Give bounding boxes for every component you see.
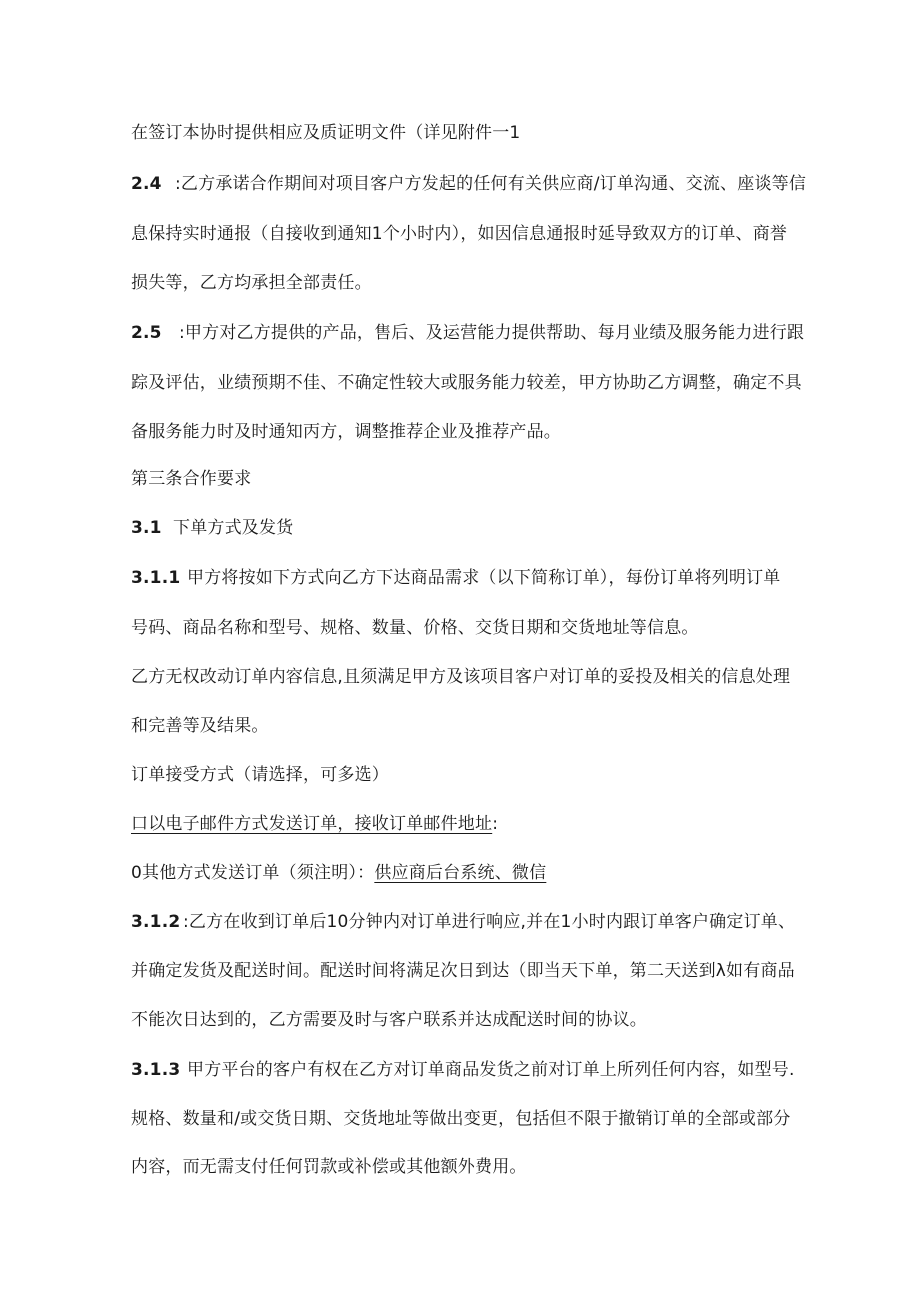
paragraph-line: 踪及评估，业绩预期不佳、不确定性较大或服务能力较差，甲方协助乙方调整，确定不具 (131, 373, 802, 393)
option-email-label: 口以电子邮件方式发送订单，接收订单邮件地址 (131, 814, 493, 834)
clause-number: 3.1.3 (131, 1060, 181, 1080)
clause-number: 3.1.1 (131, 568, 181, 588)
clause-number: 3.1 (131, 518, 162, 538)
clause-number: 3.1.2 (131, 912, 181, 932)
clause-text: :乙方承诺合作期间对项目客户方发起的任何有关供应商/订单沟通、交流、座谈等信 (175, 174, 807, 194)
clause-3-1-1 (131, 566, 781, 590)
clause-text: :甲方对乙方提供的产品，售后、及运营能力提供帮助、每月业绩及服务能力进行跟 (179, 323, 805, 343)
paragraph-line: 损失等，乙方均承担全部责任。 (131, 273, 372, 293)
paragraph-line: 号码、商品名称和型号、规格、数量、价格、交货日期和交货地址等信息。 (131, 618, 699, 638)
clause-3-1 (131, 516, 293, 540)
paragraph-line: 乙方无权改动订单内容信息,且须满足甲方及该项目客户对订单的妥投及相关的信息处理 (131, 667, 791, 687)
option-email-colon: : (492, 814, 499, 834)
paragraph-line: 和完善等及结果。 (131, 716, 269, 736)
clause-3-1-2 (131, 910, 795, 934)
accept-method-title: 订单接受方式（请选择，可多选） (131, 765, 389, 785)
clause-text: 下单方式及发货 (173, 518, 294, 538)
clause-3-1-3 (131, 1058, 795, 1082)
paragraph-line: 在签订本协时提供相应及质证明文件（详见附件一1 (131, 123, 521, 143)
option-other (131, 861, 546, 885)
clause-number: 2.5 (131, 323, 162, 343)
clause-text: 甲方将按如下方式向乙方下达商品需求（以下简称订单），每份订单将列明订单 (187, 568, 781, 588)
paragraph-line: 规格、数量和/或交货日期、交货地址等做出变更，包括但不限于撤销订单的全部或部分 (131, 1109, 791, 1129)
clause-2-4 (131, 172, 806, 196)
paragraph-line: 并确定发货及配送时间。配送时间将满足次日到达（即当天下单，第二天送到λ如有商品 (131, 961, 795, 981)
clause-number: 2.4 (131, 174, 162, 194)
paragraph-line: 不能次日达到的，乙方需要及时与客户联系并达成配送时间的协议。 (131, 1010, 647, 1030)
paragraph-line: 息保持实时通报（自接收到通知1个小时内），如因信息通报时延导致双方的订单、商誉 (131, 224, 788, 244)
clause-2-5 (131, 321, 804, 345)
paragraph-line: 备服务能力时及时通知丙方，调整推荐企业及推荐产品。 (131, 422, 561, 442)
article-heading: 第三条合作要求 (131, 469, 252, 489)
clause-text: :乙方在收到订单后10分钟内对订单进行响应,并在1小时内跟订单客户确定订单、 (183, 912, 796, 932)
option-other-value: 供应商后台系统、微信 (374, 863, 547, 883)
paragraph-line: 内容，而无需支付任何罚款或补偿或其他额外费用。 (131, 1157, 527, 1177)
option-other-label: 0其他方式发送订单（须注明）： (131, 863, 375, 883)
clause-text: 甲方平台的客户有权在乙方对订单商品发货之前对订单上所列任何内容，如型号. (187, 1060, 795, 1080)
option-email (131, 812, 498, 836)
